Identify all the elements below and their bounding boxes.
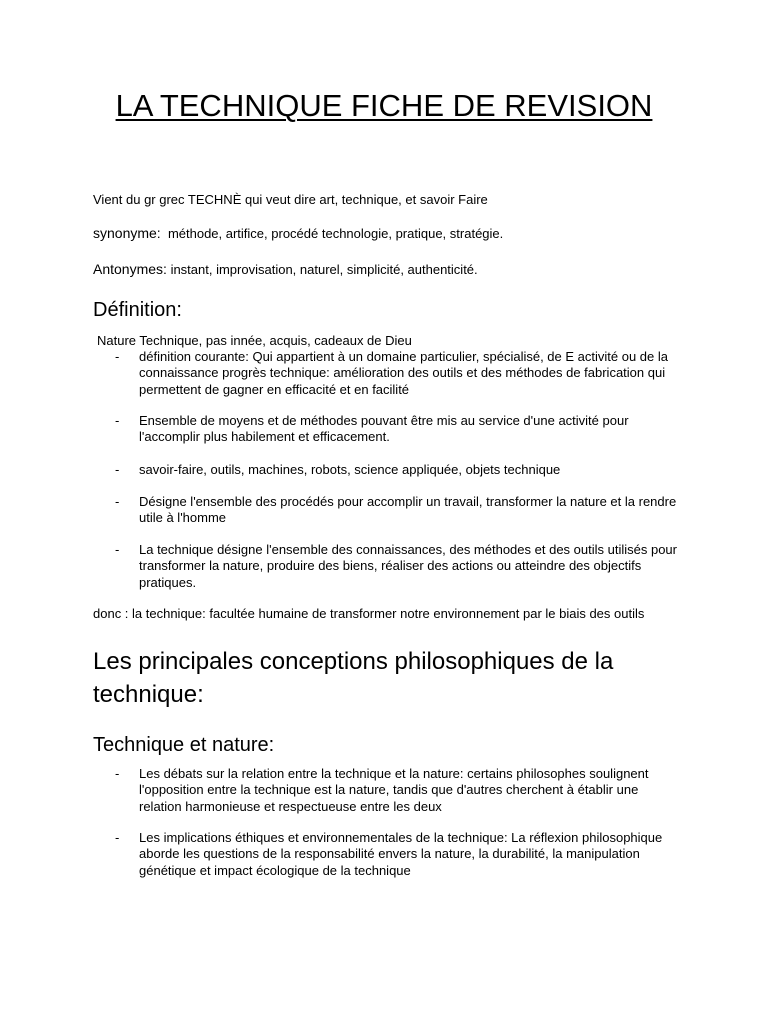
synonyme-label: synonyme:	[93, 225, 161, 241]
definition-item: Ensemble de moyens et de méthodes pouvant être mis au service d'une activité pour l'accomplir plus habilement et efficacement.	[139, 413, 629, 445]
conception-item: Les implications éthiques et environnementales de la technique: La réflexion philosophique aborde les questions de la responsabilité envers la nature, la durabilité, la manipulation génétique et impact écologique de la technique	[139, 830, 663, 878]
intro-line: Vient du gr grec TECHNÈ qui veut dire art, technique, et savoir Faire	[93, 192, 488, 207]
nature-subheading: Technique et nature:	[93, 734, 275, 756]
definition-subtitle: Nature Technique, pas innée, acquis, cadeaux de Dieu	[97, 333, 412, 348]
definition-item: La technique désigne l'ensemble des connaissances, des méthodes et des outils utilisés pour transformer la nature, produire des biens, réaliser des actions ou atteindre des objectifs pratiques.	[139, 542, 677, 590]
bullet-dash: -	[115, 542, 120, 557]
antonymes-text: instant, improvisation, naturel, simplicité, authenticité.	[170, 262, 478, 277]
definition-heading: Définition:	[93, 299, 182, 321]
bullet-dash: -	[115, 766, 120, 781]
definition-item: savoir-faire, outils, machines, robots, science appliquée, objets technique	[139, 462, 561, 477]
bullet-dash: -	[115, 413, 120, 428]
antonymes-line	[93, 261, 478, 277]
synonyme-text: méthode, artifice, procédé technologie, pratique, stratégie.	[167, 226, 504, 241]
definition-item: définition courante: Qui appartient à un domaine particulier, spécialisé, de E activité ou de la connaissance progrès technique: amélioration des outils et des méthodes de fabrication qui permettent de gagner en efficacité et en facilité	[139, 349, 668, 397]
bullet-dash: -	[115, 462, 120, 477]
bullet-dash: -	[115, 830, 120, 845]
definition-item: Désigne l'ensemble des procédés pour accomplir un travail, transformer la nature et la rendre utile à l'homme	[139, 494, 677, 526]
bullet-dash: -	[115, 349, 120, 364]
conception-item: Les débats sur la relation entre la technique et la nature: certains philosophes soulignent l'opposition entre la technique est la nature, tandis que d'autres cherchent à établir une relation harmonieuse et respectueuse entre les deux	[139, 766, 649, 814]
bullet-dash: -	[115, 494, 120, 509]
document-title: LA TECHNIQUE FICHE DE REVISION	[115, 88, 653, 123]
antonymes-label: Antonymes:	[93, 261, 167, 277]
synonyme-line	[93, 225, 503, 241]
conceptions-heading: Les principales conceptions philosophiques de la technique:	[93, 648, 614, 708]
definition-conclusion: donc : la technique: facultée humaine de transformer notre environnement par le biais des outils	[93, 606, 645, 621]
